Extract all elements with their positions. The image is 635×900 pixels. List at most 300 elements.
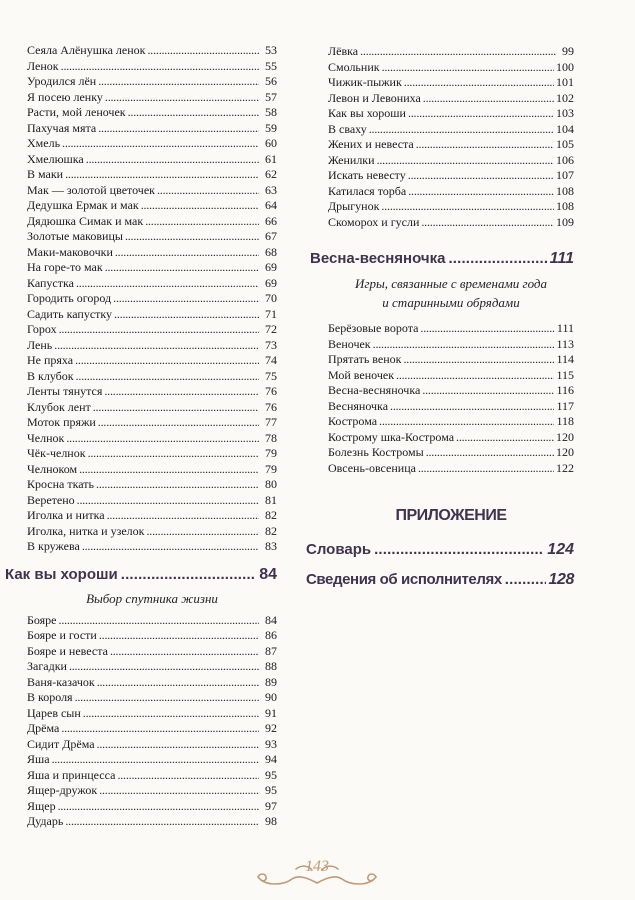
toc-entry-title: Дядюшка Симак и мак — [27, 213, 144, 228]
toc-entry[interactable] — [27, 229, 277, 245]
toc-entry[interactable] — [328, 106, 574, 122]
toc-entry[interactable] — [27, 322, 277, 338]
toc-entry-title: Клубок лент — [27, 399, 91, 414]
dot-leader — [76, 276, 259, 292]
toc-entry-title: Как вы хороши — [328, 106, 406, 120]
dot-leader — [83, 706, 259, 722]
toc-entry[interactable] — [328, 414, 574, 430]
toc-entry-title: Городить огород — [27, 291, 112, 305]
toc-entry[interactable] — [328, 399, 574, 415]
toc-entry-page: 64 — [265, 198, 277, 212]
toc-entry-title: Пахучая мята — [27, 120, 97, 135]
toc-entry-page: 108 — [556, 199, 574, 213]
dot-leader — [79, 462, 259, 478]
toc-entry-page: 58 — [265, 105, 277, 119]
dot-leader — [128, 105, 259, 121]
dot-leader — [408, 106, 554, 122]
toc-entry-title: Яша — [27, 752, 50, 766]
toc-entry-page: 76 — [265, 399, 277, 414]
toc-entry-page: 120 — [556, 429, 574, 444]
toc-entry[interactable] — [328, 199, 574, 215]
toc-entry[interactable] — [27, 198, 277, 214]
toc-entry-title: Веретено — [27, 492, 75, 507]
toc-entry-page: 108 — [556, 183, 574, 198]
toc-entry[interactable] — [27, 737, 277, 753]
toc-entry[interactable] — [328, 184, 574, 200]
toc-entry[interactable] — [27, 276, 277, 292]
toc-entry-page: 88 — [265, 659, 277, 673]
dot-leader — [373, 337, 555, 353]
toc-entry[interactable] — [328, 215, 574, 231]
toc-entry-title: Скоморох и гусли — [328, 214, 420, 229]
dot-leader — [408, 168, 554, 184]
toc-entry-title: Царев сын — [27, 705, 81, 720]
toc-entry-page: 77 — [265, 415, 277, 429]
toc-entry-page: 69 — [265, 260, 277, 274]
toc-entry-title: В сваху — [328, 121, 367, 136]
dot-leader — [76, 369, 259, 385]
section-subtitle-line-1: Игры, связанные с временами года — [355, 276, 547, 291]
toc-entry[interactable] — [27, 353, 277, 369]
toc-entry-page: 92 — [265, 721, 277, 735]
dot-leader — [113, 291, 259, 307]
toc-entry-page: 53 — [265, 43, 277, 57]
toc-entry-page: 103 — [556, 106, 574, 120]
toc-entry-page: 106 — [556, 152, 574, 167]
dot-leader — [75, 353, 259, 369]
dot-leader — [61, 721, 259, 737]
toc-entry-title: Бояре и гости — [27, 628, 97, 642]
toc-entry-page: 95 — [265, 767, 277, 782]
dot-leader — [105, 260, 259, 276]
page-number: 143 — [305, 858, 329, 875]
section-page: 84 — [259, 565, 277, 583]
dot-leader — [105, 90, 259, 106]
dot-leader — [66, 431, 259, 447]
right-column — [306, 44, 574, 589]
toc-entry-title: Загадки — [27, 659, 67, 673]
toc-entry-title: Мой веночек — [328, 367, 395, 382]
dot-leader — [382, 60, 554, 76]
toc-entry-page: 91 — [265, 705, 277, 720]
toc-entry[interactable] — [328, 137, 574, 153]
toc-entry[interactable] — [27, 783, 277, 799]
toc-entry-page: 61 — [265, 151, 277, 166]
toc-entry-title: Дедушка Ермак и мак — [27, 198, 139, 212]
toc-entry[interactable] — [27, 690, 277, 706]
toc-entry[interactable] — [27, 628, 277, 644]
dot-leader — [75, 690, 259, 706]
toc-entry-page: 87 — [265, 643, 277, 658]
dot-leader — [379, 414, 554, 430]
dot-leader — [505, 571, 546, 588]
toc-entry-title: Кострому шка-Кострома — [328, 429, 455, 444]
toc-entry-title: Женилки — [328, 152, 375, 167]
toc-entry-title: Золотые маковицы — [27, 229, 123, 243]
toc-entry[interactable] — [27, 706, 277, 722]
section-title: Весна-весняночка — [310, 250, 446, 267]
toc-entry-page: 118 — [556, 414, 574, 428]
toc-entry-title: Весняночка — [328, 398, 389, 413]
toc-entry[interactable] — [328, 168, 574, 184]
toc-entry[interactable] — [27, 675, 277, 691]
dot-leader — [62, 136, 259, 152]
dot-leader — [82, 539, 259, 555]
toc-entry-page: 69 — [265, 275, 277, 290]
toc-entry-page: 66 — [265, 213, 277, 228]
toc-entry-title: Дрыгунок — [328, 199, 380, 213]
toc-entry-page: 80 — [265, 477, 277, 491]
toc-entry-page: 79 — [265, 461, 277, 476]
toc-entry[interactable] — [27, 105, 277, 121]
dot-leader — [98, 74, 259, 90]
toc-entry-page: 56 — [265, 74, 277, 88]
dot-leader — [93, 400, 259, 416]
toc-entry-title: Дрёма — [27, 721, 60, 735]
toc-entry-title: Сеяла Алёнушка ленок — [27, 43, 146, 57]
toc-entry-title: Искать невесту — [328, 168, 406, 182]
toc-list-left-top — [27, 43, 277, 555]
toc-entry-title: Уродился лён — [27, 74, 97, 88]
toc-entry-title: Катилася торба — [328, 183, 407, 198]
dot-leader — [125, 229, 259, 245]
toc-entry-page: 107 — [556, 168, 574, 182]
dot-leader — [110, 644, 259, 660]
dot-leader — [404, 75, 554, 91]
toc-entry-page: 93 — [265, 736, 277, 751]
toc-entry[interactable] — [328, 352, 574, 368]
toc-entry[interactable] — [27, 477, 277, 493]
dot-leader — [69, 659, 259, 675]
dot-leader — [107, 508, 259, 524]
toc-entry-page: 59 — [265, 120, 277, 135]
dot-leader — [65, 814, 259, 830]
toc-entry-title: Ленты тянутся — [27, 384, 103, 398]
toc-entry-page: 116 — [556, 383, 574, 397]
toc-entry-title: Бояре — [27, 612, 57, 627]
toc-entry-title: Чижик-пыжик — [328, 75, 402, 89]
toc-entry-page: 72 — [265, 322, 277, 336]
toc-appendix-svedeniya[interactable] — [306, 571, 574, 589]
toc-entry-title: Расти, мой леночек — [27, 105, 126, 119]
toc-entry-page: 101 — [556, 75, 574, 89]
toc-entry-page: 75 — [265, 368, 277, 383]
dot-leader — [99, 783, 259, 799]
toc-entry-page: 104 — [556, 121, 574, 136]
toc-entry-title: Веночек — [328, 336, 371, 351]
toc-entry-title: Хмелюшка — [27, 151, 84, 166]
dot-leader — [360, 44, 556, 60]
toc-entry-title: На горе-то мак — [27, 260, 103, 274]
toc-entry[interactable] — [27, 152, 277, 168]
toc-entry[interactable] — [328, 122, 574, 138]
toc-entry[interactable] — [27, 136, 277, 152]
toc-entry-page: 74 — [265, 353, 277, 367]
toc-entry-page: 109 — [556, 214, 574, 229]
toc-entry-title: Ваня-казачок — [27, 674, 95, 689]
dot-leader — [115, 245, 259, 261]
toc-entry[interactable] — [27, 814, 277, 830]
toc-entry-page: 79 — [265, 446, 277, 460]
toc-entry[interactable] — [27, 524, 277, 540]
toc-entry-page: 60 — [265, 136, 277, 150]
toc-list-left-bottom — [27, 613, 277, 830]
toc-entry[interactable] — [27, 121, 277, 137]
toc-entry-title: Ленок — [27, 58, 59, 73]
toc-entry[interactable] — [27, 799, 277, 815]
toc-entry[interactable] — [27, 539, 277, 555]
toc-entry[interactable] — [27, 291, 277, 307]
toc-appendix-slovar[interactable] — [306, 541, 574, 559]
toc-entry-title: В кружева — [27, 539, 80, 553]
toc-entry[interactable] — [328, 321, 574, 337]
toc-entry-title: Бояре и невеста — [27, 643, 108, 658]
dot-leader — [98, 121, 259, 137]
dot-leader — [86, 152, 259, 168]
appendix-heading: ПРИЛОЖЕНИЕ — [395, 507, 507, 524]
toc-entry[interactable] — [328, 383, 574, 399]
toc-entry[interactable] — [27, 307, 277, 323]
toc-entry-page: 95 — [265, 783, 277, 797]
dot-leader — [121, 566, 256, 583]
toc-section-vesna-vesnyanochka[interactable] — [310, 250, 574, 268]
dot-leader — [98, 415, 259, 431]
toc-entry-title: В короля — [27, 690, 73, 704]
toc-entry-page: 115 — [556, 367, 574, 382]
toc-entry-page: 97 — [265, 798, 277, 813]
toc-entry[interactable] — [27, 183, 277, 199]
toc-entry-title: Иголка, нитка и узелок — [27, 523, 145, 538]
toc-entry[interactable] — [27, 214, 277, 230]
appendix-item-page: 128 — [548, 571, 574, 588]
toc-entry-page: 81 — [265, 492, 277, 507]
toc-entry[interactable] — [328, 430, 574, 446]
toc-section-kak-vy-horoshi[interactable] — [5, 566, 277, 584]
toc-entry-page: 82 — [265, 508, 277, 522]
toc-entry-title: Маки-маковочки — [27, 244, 113, 259]
toc-entry-title: Иголка и нитка — [27, 508, 105, 522]
toc-entry-page: 90 — [265, 690, 277, 704]
section-subtitle — [328, 274, 574, 312]
toc-entry[interactable] — [27, 74, 277, 90]
toc-entry-page: 70 — [265, 291, 277, 305]
toc-entry[interactable] — [328, 60, 574, 76]
left-column — [5, 43, 277, 830]
dot-leader — [420, 321, 554, 337]
toc-entry[interactable] — [27, 431, 277, 447]
toc-entry[interactable] — [328, 91, 574, 107]
toc-entry[interactable] — [27, 167, 277, 183]
section-subtitle: Выбор спутника жизни — [86, 590, 218, 606]
toc-entry[interactable] — [27, 721, 277, 737]
toc-entry-page: 105 — [556, 137, 574, 151]
dot-leader — [381, 199, 554, 215]
toc-entry-page: 117 — [556, 398, 574, 413]
toc-list-right-bottom — [328, 321, 574, 476]
toc-entry[interactable] — [27, 384, 277, 400]
toc-entry-title: Берёзовые ворота — [328, 321, 419, 335]
dot-leader — [374, 541, 544, 558]
dot-leader — [377, 153, 554, 169]
toc-entry-title: Дударь — [27, 814, 64, 828]
toc-entry-page: 102 — [556, 90, 574, 105]
toc-entry[interactable] — [328, 44, 574, 60]
toc-entry[interactable] — [27, 59, 277, 75]
toc-entry-title: Мак — золотой цветочек — [27, 182, 155, 197]
toc-entry-page: 67 — [265, 229, 277, 243]
toc-entry-title: Горох — [27, 322, 57, 336]
toc-entry-page: 78 — [265, 430, 277, 445]
toc-entry-title: Моток пряжи — [27, 415, 96, 429]
toc-entry-title: Смольник — [328, 59, 380, 74]
toc-entry-title: Сидит Дрёма — [27, 736, 95, 751]
toc-entry-page: 111 — [556, 321, 574, 335]
section-subtitle-line-2: и старинными обрядами — [382, 295, 520, 310]
toc-entry[interactable] — [27, 90, 277, 106]
dot-leader — [423, 91, 554, 107]
toc-entry-page: 100 — [556, 59, 574, 74]
toc-entry-title: Ящер-дружок — [27, 783, 98, 797]
toc-entry[interactable] — [27, 659, 277, 675]
toc-entry-page: 122 — [556, 460, 574, 475]
appendix-item-title: Сведения об исполнителях — [306, 571, 502, 588]
toc-entry-title: Садить капустку — [27, 306, 113, 321]
dot-leader — [426, 445, 554, 461]
dot-leader — [145, 214, 259, 230]
toc-entry[interactable] — [328, 153, 574, 169]
dot-leader — [117, 768, 259, 784]
page-folio — [256, 855, 378, 891]
dot-leader — [96, 477, 259, 493]
toc-entry[interactable] — [27, 508, 277, 524]
toc-entry[interactable] — [27, 462, 277, 478]
dot-leader — [88, 446, 259, 462]
toc-entry[interactable] — [27, 400, 277, 416]
toc-entry-page: 113 — [556, 336, 574, 351]
dot-leader — [104, 384, 259, 400]
toc-entry-page: 71 — [265, 306, 277, 321]
dot-leader — [403, 352, 554, 368]
toc-entry-title: Чёк-челнок — [27, 446, 86, 460]
section-title: Как вы хороши — [5, 565, 118, 583]
dot-leader — [54, 338, 259, 354]
toc-entry-title: Челнок — [27, 430, 65, 445]
toc-entry[interactable] — [328, 75, 574, 91]
toc-entry[interactable] — [328, 461, 574, 477]
dot-leader — [146, 524, 259, 540]
toc-entry-title: Яша и принцесса — [27, 767, 116, 782]
section-page: 111 — [549, 250, 574, 267]
dot-leader — [97, 675, 259, 691]
dot-leader — [52, 752, 259, 768]
toc-entry-title: Овсень-овсеница — [328, 460, 416, 475]
toc-entry[interactable] — [27, 338, 277, 354]
toc-entry-title: Левон и Левониха — [328, 90, 421, 105]
toc-entry-page: 73 — [265, 337, 277, 352]
dot-leader — [114, 307, 259, 323]
toc-entry[interactable] — [27, 644, 277, 660]
toc-entry-page: 82 — [265, 523, 277, 538]
toc-entry[interactable] — [27, 613, 277, 629]
dot-leader — [448, 250, 546, 267]
toc-entry[interactable] — [27, 446, 277, 462]
dot-leader — [416, 137, 554, 153]
toc-entry-page: 83 — [265, 539, 277, 553]
dot-leader — [61, 59, 259, 75]
toc-entry-title: Кострома — [328, 414, 378, 428]
toc-entry-page: 98 — [265, 814, 277, 828]
toc-entry-title: Прятать венок — [328, 352, 402, 366]
dot-leader — [396, 368, 554, 384]
dot-leader — [65, 167, 259, 183]
toc-entry[interactable] — [328, 445, 574, 461]
toc-entry-title: Кросна ткать — [27, 477, 95, 491]
dot-leader — [369, 122, 554, 138]
toc-entry[interactable] — [328, 337, 574, 353]
toc-entry-page: 76 — [265, 384, 277, 398]
toc-entry[interactable] — [27, 493, 277, 509]
toc-entry[interactable] — [328, 368, 574, 384]
toc-list-right-top — [328, 44, 574, 230]
dot-leader — [456, 430, 554, 446]
toc-entry[interactable] — [27, 369, 277, 385]
toc-entry[interactable] — [27, 260, 277, 276]
dot-leader — [58, 799, 259, 815]
dot-leader — [408, 184, 554, 200]
toc-entry[interactable] — [27, 768, 277, 784]
appendix-item-page: 124 — [547, 541, 574, 558]
toc-entry[interactable] — [27, 752, 277, 768]
dot-leader — [422, 383, 554, 399]
toc-entry-title: В клубок — [27, 368, 74, 383]
toc-entry-title: Хмель — [27, 136, 61, 150]
toc-entry-title: Болезнь Костромы — [328, 445, 424, 459]
toc-entry-page: 99 — [562, 44, 574, 58]
toc-entry-title: Лень — [27, 337, 53, 352]
toc-entry-page: 84 — [265, 612, 277, 627]
toc-entry-page: 55 — [265, 58, 277, 73]
toc-entry-title: Лёвка — [328, 44, 359, 58]
toc-entry-title: Челноком — [27, 461, 78, 476]
toc-entry[interactable] — [27, 43, 277, 59]
toc-entry[interactable] — [27, 415, 277, 431]
toc-entry-page: 86 — [265, 628, 277, 642]
dot-leader — [59, 322, 259, 338]
toc-entry-page: 63 — [265, 182, 277, 197]
toc-entry-title: Весна-весняночка — [328, 383, 421, 397]
toc-entry-page: 94 — [265, 752, 277, 766]
toc-entry-title: Я посею ленку — [27, 89, 103, 104]
toc-entry-page: 57 — [265, 89, 277, 104]
toc-entry-title: Жених и невеста — [328, 137, 414, 151]
toc-entry-page: 62 — [265, 167, 277, 181]
dot-leader — [77, 493, 259, 509]
dot-leader — [148, 43, 260, 59]
appendix-item-title: Словарь — [306, 541, 372, 558]
toc-entry-page: 114 — [556, 352, 574, 366]
dot-leader — [421, 215, 554, 231]
dot-leader — [97, 737, 259, 753]
dot-leader — [418, 461, 554, 477]
dot-leader — [99, 628, 259, 644]
toc-entry-title: Не пряха — [27, 353, 74, 367]
dot-leader — [390, 399, 554, 415]
toc-entry-page: 89 — [265, 674, 277, 689]
toc-entry[interactable] — [27, 245, 277, 261]
dot-leader — [157, 183, 259, 199]
dot-leader — [141, 198, 259, 214]
toc-entry-page: 68 — [265, 244, 277, 259]
